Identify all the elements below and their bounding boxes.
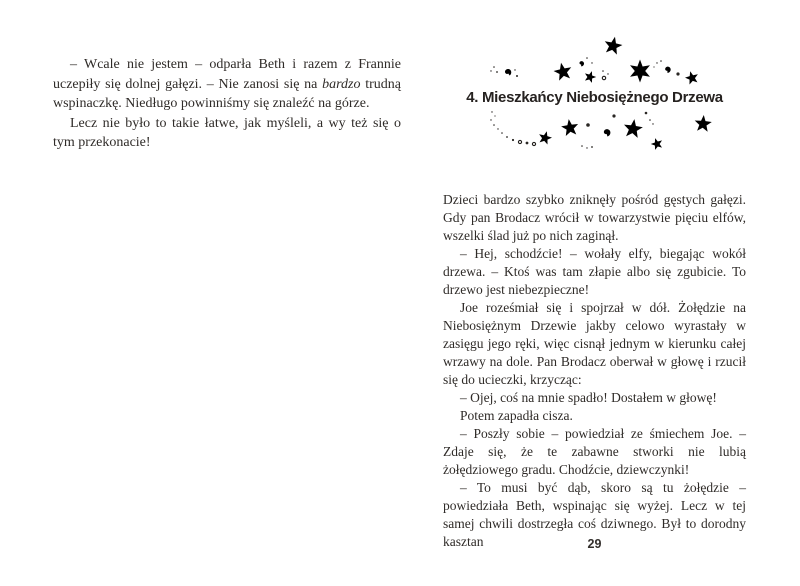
paragraph	[443, 407, 746, 425]
paragraph	[443, 299, 746, 389]
stars-decoration-bottom	[486, 108, 766, 160]
text-segment: – To musi być dąb, skoro są tu żołędzie – powiedziała Beth, wspinając się wyżej. Lecz w tej samej chwili dostrzegła coś dziwnego. Był to dorodny kasztan	[443, 480, 746, 549]
paragraph	[443, 191, 746, 245]
swirl-icon	[665, 66, 672, 73]
chapter-title: 4. Mieszkańcy Niebosiężnego Drzewa	[466, 89, 723, 106]
paragraph	[443, 425, 746, 479]
emphasized-text: bardzo	[322, 76, 361, 92]
stars-decoration-top	[486, 33, 766, 95]
left-page-text	[53, 55, 401, 153]
star-icon	[622, 118, 643, 139]
paragraph	[443, 245, 746, 299]
star-icon	[630, 60, 650, 83]
text-segment: trudną wspinaczkę. Niedługo powinniśmy się znaleźć na górze.	[53, 76, 402, 112]
swirl-icon	[604, 129, 611, 136]
paragraph	[53, 55, 401, 114]
paragraph	[443, 389, 746, 407]
star-icon	[537, 130, 553, 146]
text-segment: – Ojej, coś na mnie spadło! Dostałem w głowę!	[460, 390, 717, 405]
right-page-text	[443, 191, 746, 551]
text-segment: – Poszły sobie – powiedział ze śmiechem Joe. – Zdaje się, że te zabawne stworki nie lubią żołędziowego gradu. Chodźcie, dziewczynki!	[443, 426, 746, 477]
star-icon	[649, 136, 664, 150]
text-segment: Potem zapadła cisza.	[460, 408, 573, 423]
text-segment: – Wcale nie jestem – odparła Beth i razem z Frannie uczepiły się dolnej gałęzi. – Nie zanosi się na	[53, 57, 401, 92]
star-icon	[583, 69, 598, 83]
text-segment: Joe roześmiał się i spojrzał w dół. Żołędzie na Niebosiężnym Drzewie jakby celowo wyrastały w zasięgu jego ręki, więc cisnął jednym w kierunku całej wrzawy na dole. Pan Brodacz oberwał w głowę i rzucił się do ucieczki, krzycząc:	[443, 300, 746, 387]
star-icon	[684, 70, 700, 86]
star-icon	[560, 118, 579, 137]
swirl-icon	[504, 68, 512, 77]
star-icon	[603, 35, 624, 56]
page-number: 29	[587, 537, 602, 551]
text-segment: Dzieci bardzo szybko zniknęły pośród gęstych gałęzi. Gdy pan Brodacz wrócił w towarzystwie pięciu elfów, wszelki ślad już po nich zaginął.	[443, 192, 746, 243]
star-icon	[694, 114, 712, 132]
star-icon	[552, 61, 573, 82]
swirl-icon	[579, 61, 585, 67]
paragraph	[53, 114, 401, 153]
text-segment: – Hej, schodźcie! – wołały elfy, biegając wokół drzewa. – Ktoś was tam złapie albo się zgubicie. To drzewo jest niebezpieczne!	[443, 246, 746, 297]
text-segment: Lecz nie było to takie łatwe, jak myśleli, a wy też się o tym przekonacie!	[53, 115, 401, 151]
